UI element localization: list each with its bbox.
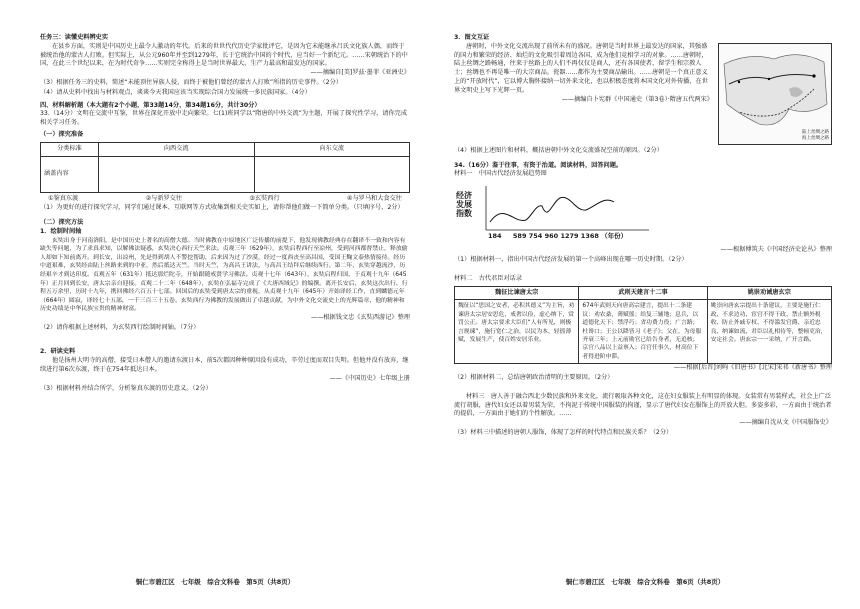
question-1: （1）为更好的进行探究学习，同学们通过课本、互联网等方式收集到相关史实如上，请你帮他们做一下简单分类。（只填序号，2分） (40, 204, 404, 212)
material1-label: 材料一 中国古代经济发展趋势图 (454, 170, 547, 178)
option-2: ②与新罗交往 (145, 194, 183, 202)
material3-paragraph: 材料三 唐人善于融合西北少数民族和外来文化，流行吸取各种文化，这在妇女服装上有明显的体现。女装常有男装样式，社会上广泛流行胡服，唐代妇女还以着男装为荣，不拘泥于传统中国服装的拘谨，显示了唐代妇女在服饰上的开放大胆、多姿多彩，一方面由于统治者的提倡，一方面由于她们的个性解放。…… (454, 392, 832, 418)
material1-source: ——根据傅筑夫《中国经济史论丛》整理 (720, 246, 832, 254)
col-head-3: 姚崇劝诫唐玄宗 (707, 286, 831, 300)
option-3: ③玄奘西行 (249, 194, 280, 202)
table-header-east: 向东交流 (254, 142, 410, 156)
section3-source: ——摘编自卜宪群《中国通史（第3卷）·隋唐五代两宋》 (561, 95, 713, 103)
table-source: ——根据[后晋]刘昫《旧唐书》[北宋]宋祁《新唐书》整理 (673, 364, 832, 372)
question-3b: （3）根据材料并结合所学，分析鉴真东渡的历史意义。（2分） (40, 384, 212, 392)
method2-paragraph: 他是扬州大明寺的高僧，接受日本僧人的邀请东渡日本，前5次都因种种原因没有成功，辛劳过度而双目失明。但他并没有放弃，继续进行第6次东渡，终于在754年抵达日本。 (40, 357, 409, 373)
task3-source: ——摘编自[美]罗兹·墨菲《亚洲史》 (310, 69, 410, 77)
method1-paragraph: 玄奘出身于河南洛阳，是中国历史上著名的高僧大德。当时佛教在中原地区广泛传播的前提下，他发现佛教经典存在翻译不一致和内容有缺失等问题，为了求真求知，以解佛法疑惑，玄奘决心西行天竺求法。贞观三年（629年），玄奘启程西行至凉州，受到河西都督禁止，释放偷人却如下知前离开。到长安，出凉州，先是得到胡人不警挖帮助，后来因为过了沙漠，经过一度西丧至高昌国，受国王麴文泰热情接待。经历中道艰难，玄奘经由陆上丝路来到的中亚，然后抵达天竺。当时天竺，为高昌王讲法，与高昌王结拜后继续西行。第二年，玄奘穿越流沙，历经艰辛才到达印度。贞观五年（631年）抵达那烂陀寺，开始跟随戒贤学习佛法。贞观十七年（643年），玄奘启程归国，于贞观十九年（645年）正月回到长安，唐太宗亲自迎接。贞观二十二年（648年），玄奘在弘福寺完成了《大唐西域记》的编撰。离开长安后，玄奘这次出行，行程五万余里，历时十九年，携回佛经六百五十七部。回国后的玄奘受到唐太宗的重视，从贞观十九年（645年）开始译经工作，直到麟德元年（664年）圆寂，译经七十五部，一千三百三十五卷。玄奘西行为佛教的发展做出了卓越贡献，为中外文化交流史上的光辉篇章，他的精神和历史功绩是中华民族宝贵的精神财富。 (40, 237, 408, 313)
question-3-right: （3）材料三中描述的唐朝人服饰，体现了怎样的时代特点和民族关系？（2分） (454, 428, 673, 436)
map-legend (802, 130, 829, 142)
question-3: （3）根据任务三的史料，简述“未能顶住异族人侵，而终于被他们曾经的蒙古人打败”所指的历史事件。（2分） (40, 78, 342, 86)
part4-title: 四、材料解析题（本大题有2个小题，第33题14分，第34题16分，共计30分） (40, 101, 261, 109)
col-body-2: 674年武则天向唐高宗建言，提出十二条建议：劝农桑，薄赋徭；给复三辅地；息兵，以道德化天下；禁浮巧；省功费力役；广言路；杜谗口；王公以降皆习《老子》；父在，为母服齐衰三年；上元前勋官已给告身者，无追核；京官八品以上益禀入；百官任事久，材高位下者得进阶申滞。 (579, 300, 707, 364)
classification-table (40, 142, 410, 193)
dialogue-table (454, 286, 832, 365)
question-2-right: （2）根据材料二，总结唐朝政治清明的主要原因。（2分） (454, 373, 614, 381)
chart-ylabel-1: 经济 (456, 191, 472, 201)
section3-title: 3．图文互证 (454, 34, 490, 41)
col-body-3: 姚崇向唐玄宗提出十条建议，主要是施行仁政、不求边功、宦官不得干政、禁止额外税收、防止外戚专权、不得滥发官爵、亲近忠良、纳谏如流、君臣以礼相待等，整顿吏治，安定社会。唐玄宗一一采纳，广开言路。 (707, 300, 831, 364)
page-right (430, 0, 860, 609)
question-4-right: （4）根据上述图片和材料，概括唐朝中外文化交流盛况空前的原因。（2分） (454, 146, 663, 154)
x-tick-labels (488, 232, 627, 241)
x-tick-960: 960 (544, 232, 559, 241)
material3-source: ——摘编自沈从文《中国服饰史》 (739, 419, 832, 427)
x-tick-184: 184 (488, 232, 502, 241)
page-footer-right: 铜仁市碧江区 七年级 综合文科卷 第6页（共8页） (565, 577, 725, 586)
method1-source: ——根据钱文忠《玄奘西游记》整理 (311, 313, 410, 321)
series-line (490, 198, 614, 223)
q34-intro: 34.（16分）鉴于往事，有资于治道。阅读材料，回答问题。 (454, 161, 623, 169)
col-head-1: 魏征比谏唐太宗 (455, 286, 579, 300)
table-header-criteria: 分类标准 (41, 142, 99, 156)
col-head-2: 武则天建言十二事 (579, 286, 707, 300)
chart-ylabel-3: 指数 (456, 208, 472, 218)
legend-sea: 海上丝绸之路 (802, 135, 829, 141)
silk-road-map (718, 43, 832, 145)
chart-ylabel-2: 发展 (456, 199, 472, 209)
question-1-right: （1）根据材料一，指出中国古代经济发展的第一个高峰出现在哪一历史时期。（2分） (454, 255, 688, 263)
part1-title: （一）探究准备 (40, 130, 84, 138)
x-axis-label: （年份） (601, 232, 628, 241)
x-tick-589: 589 (512, 232, 527, 241)
task3-title: 任务三：读懂史料辨史实 (40, 34, 109, 41)
method2-title: 2．研读史料 (40, 348, 76, 356)
col-body-1: 魏征以“思国之安者，必积其德义”为主旨，劝谏唐太宗居安思危，戒奢以俭，虚心纳下，赏罚公正。唐太宗要求大臣们“人有所见，则极言规谏”，施行宽仁之治，以民为本，轻徭薄赋，发展生产，使百姓安居乐业。 (455, 300, 579, 364)
options-list (40, 195, 410, 204)
part2-title: （二）探究方法 (40, 219, 84, 227)
question-2: （2）请你根据上述材料，为玄奘西行绘制时间轴。（7分） (40, 323, 200, 331)
x-tick-754: 754 (528, 232, 543, 241)
material2-label: 材料二 古代君臣对话录 (454, 274, 523, 282)
legend-land: 陆上丝绸之路 (802, 130, 829, 136)
task3-paragraph: 在县乡方面，实则是中国历史上最令人激动的年代。后来的世世代代历史学家批评它，是因为它未能继承吕氏文化族人偶，而终于被统治他的蒙古人打败。但实际上，从公元960年并至到1279年，长于它统治中国的个时代，应当好一个新纪元。……宋朝统治下的中国，在此三个世纪以来，在为时代奇争……实则完全称得上是当时世界最大，生产力最高和最发达的国家。 (40, 42, 408, 68)
table-cell-west[interactable] (99, 156, 255, 192)
q33-intro: 33.（14分）文明在交流中互鉴，世界在深化开放中走向繁荣。七(1)班同学以“隋唐的中外交流”为主题，开展了探究性学习，请你完成相关学习任务。 (40, 110, 408, 127)
option-4: ④与罗马和大食交往 (346, 194, 402, 202)
table-row-label: 涵盖内容 (41, 156, 99, 192)
table-header-west: 向西交流 (99, 142, 255, 156)
section3-paragraph: 唐朝时，中外文化交流出现了前所未有的盛况。唐朝是当时世界上最发达的国家，其强盛的国力和繁荣的经济、灿烂的文化吸引着周边各国，成为他们竞相学习的对象。……唐朝时，陆上丝绸之路畅通，往来于丝路上的人们不再仅仅是商人，还有各国使者、留学生和宗教人士；丝绸也不再是唯一的大宗商品。瓷器……都作为主要商品输出。……唐朝是一个真正意义上的“开放时代”，它以博大胸怀接纳一切外来文化，也以积极态度将本国文化对外传播，在世界文明史上写下光辉一页。 (454, 42, 708, 94)
map-image (719, 44, 831, 144)
question-4: （4）请从史料中找出与材料观点，谈谈今天我国应该当实现综合国力发展统一多民族国家。（4分） (40, 88, 311, 96)
page-footer-left: 铜仁市碧江区 七年级 综合文科卷 第5页（共8页） (135, 577, 295, 586)
x-tick-1279: 1279 (560, 232, 579, 241)
x-tick-1368: 1368 (580, 232, 599, 241)
table-cell-east[interactable] (254, 156, 410, 192)
method1-title: 1．绘制时间轴 (40, 227, 82, 235)
method2-source: ——《中国历史》七年级上册 (329, 374, 410, 382)
economy-chart (454, 182, 654, 244)
option-1: ①鉴真东渡 (48, 194, 79, 202)
